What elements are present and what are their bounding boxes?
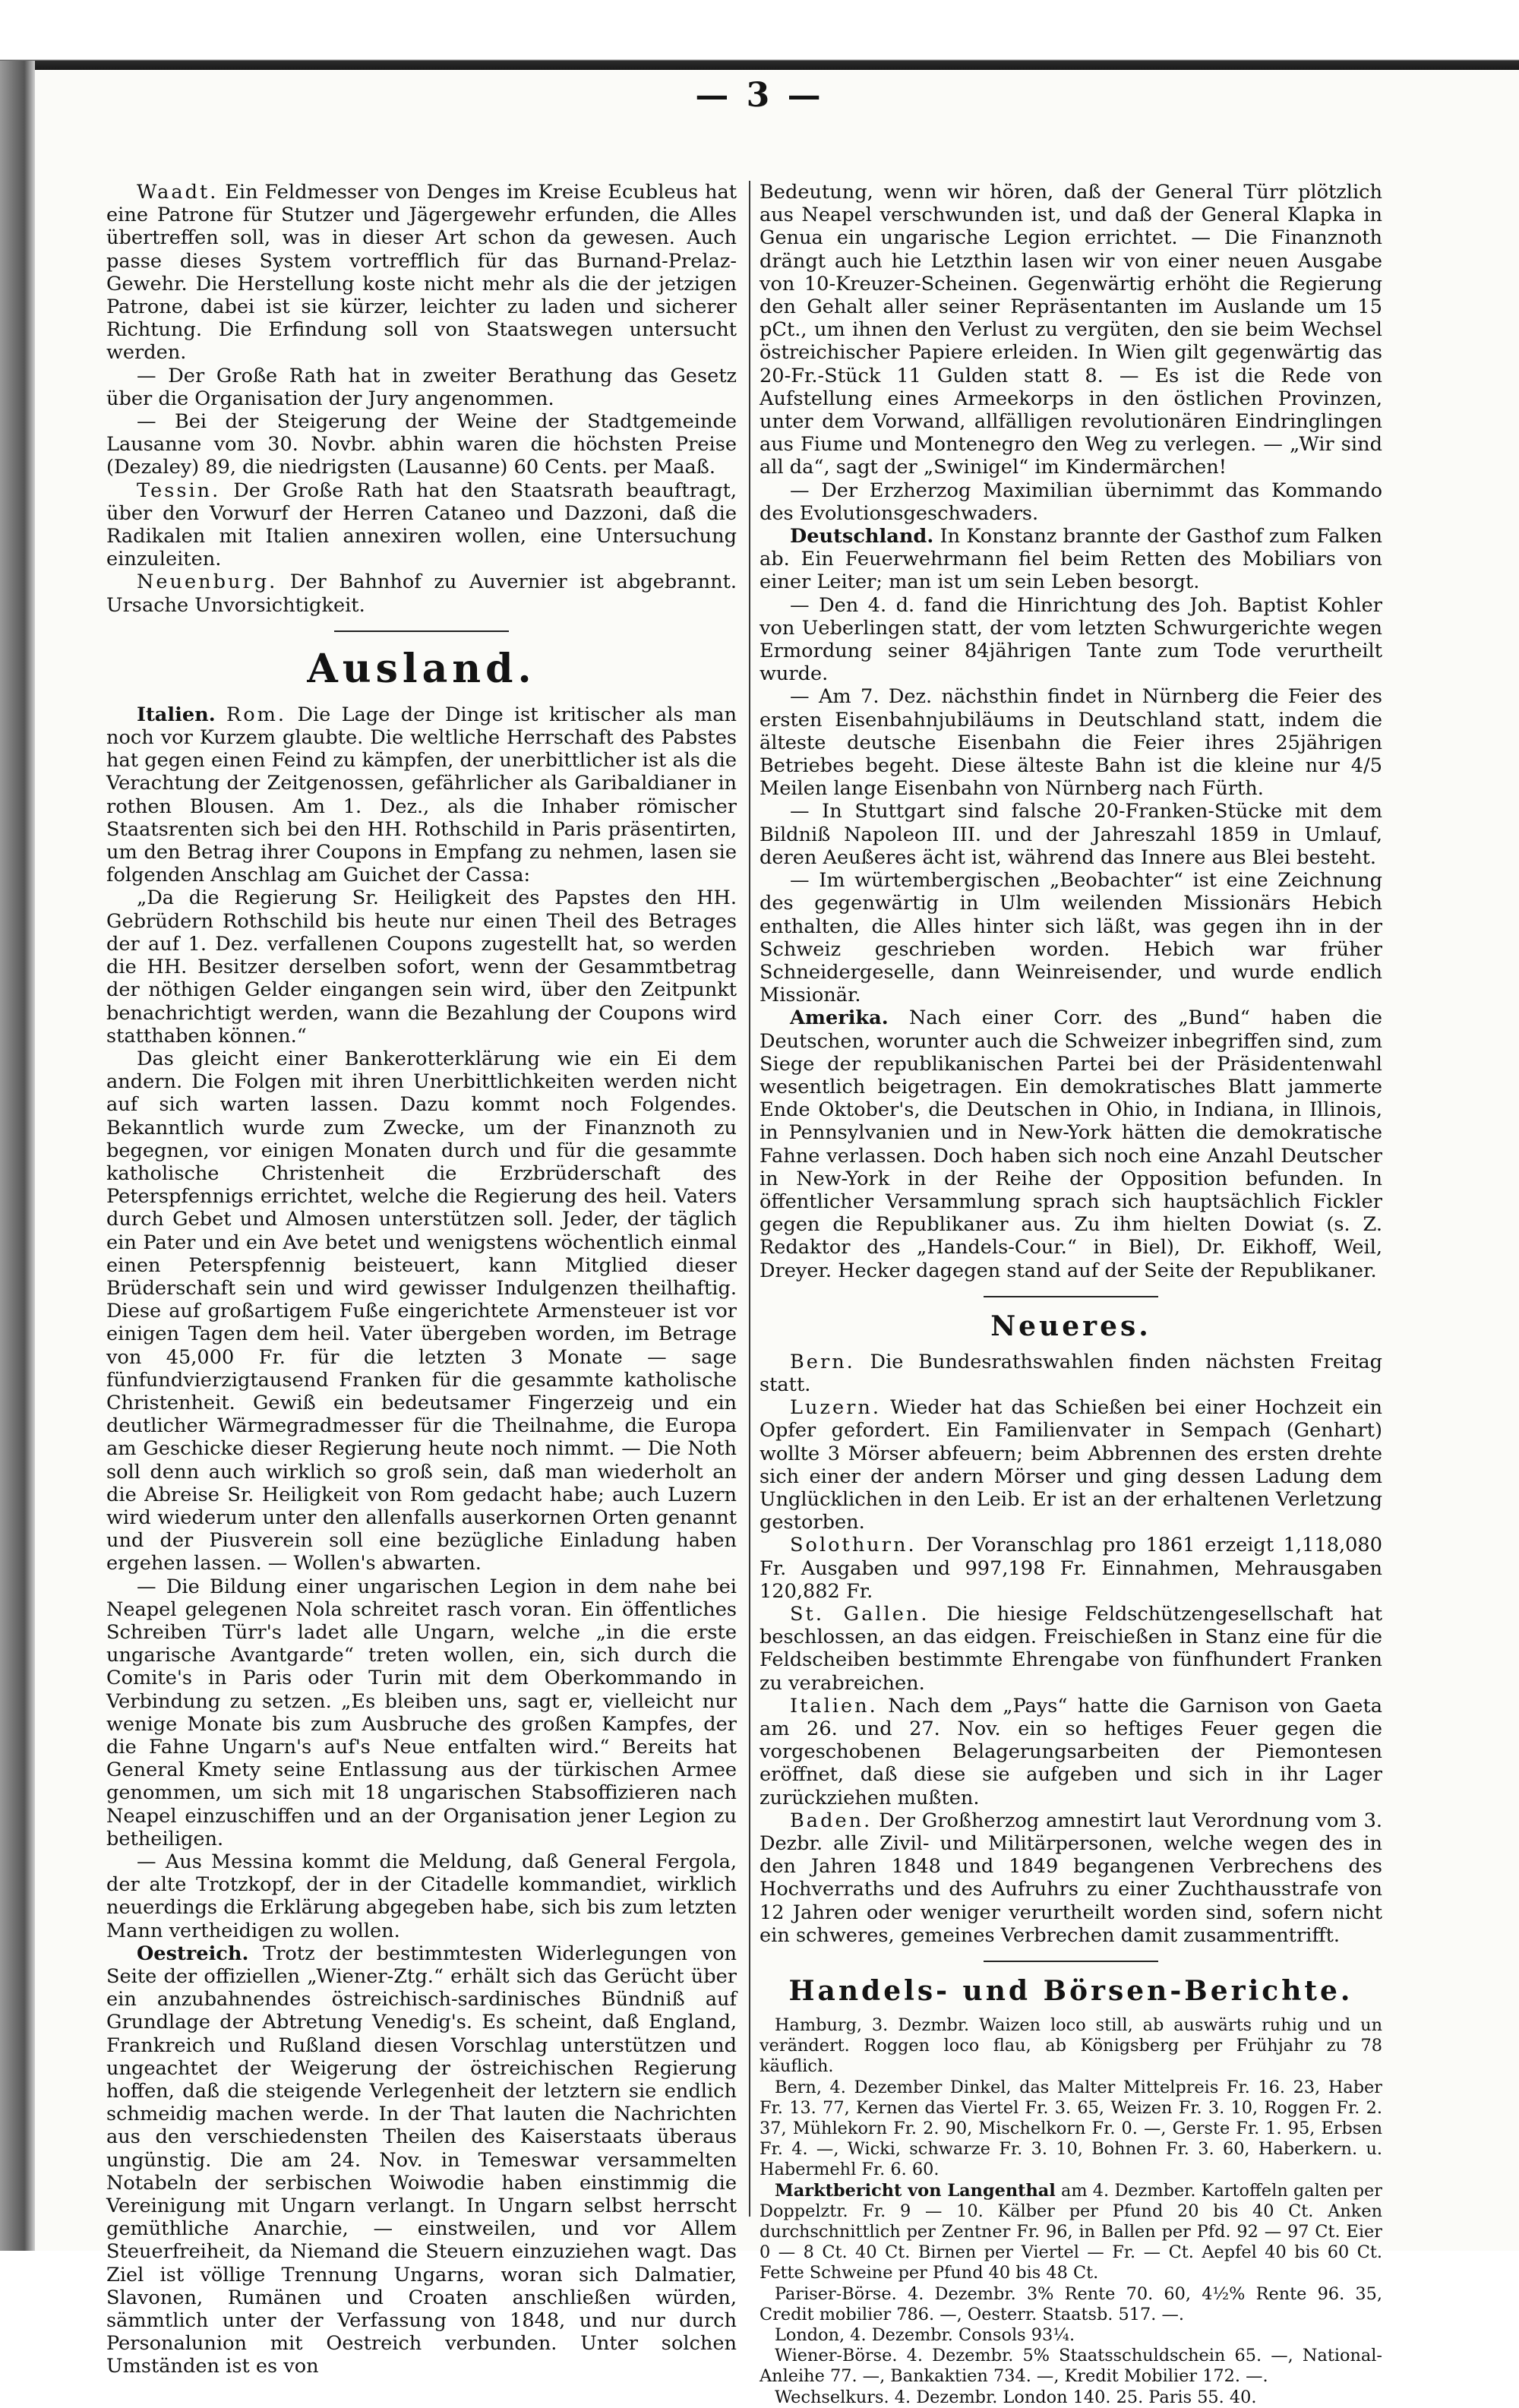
article-text: Der Große Rath hat den Staatsrath beauftragt, über den Vorwurf der Herren Cataneo und Dazzoni, daß die Radikalen mit Italien annexiren wollen, eine Untersuchung einzuleiten.: [106, 479, 737, 571]
article-paragraph: — Der Erzherzog Maximilian übernimmt das Kommando des Evolutionsgeschwaders.: [760, 479, 1382, 525]
section-divider: [984, 1296, 1158, 1297]
section-divider: [334, 630, 509, 632]
report-lead: Marktbericht von Langenthal: [775, 2180, 1056, 2201]
trade-report-wechselkurs: Wechselkurs. 4. Dezembr. London 140. 25. Paris 55. 40.: [775, 2387, 1257, 2407]
article-lead: St. Gallen.: [790, 1602, 930, 1626]
quoted-notice: „Da die Regierung Sr. Heiligkeit des Papstes den HH. Gebrüdern Rothschild bis heute nur einen Theil des Betrages der auf 1. Dez. verfallenen Coupons zugestellt hat, so werden die HH. Besitzer derselben sofort, wenn der Gesammtbetrag der nöthigen Gelder eingangen sein wird, über den Zeitpunkt benachrichtigt werden, wann die Bezahlung der Coupons wird statthaben können.“: [106, 886, 737, 1048]
section-divider: [984, 1961, 1158, 1962]
article-paragraph: — Die Bildung einer ungarischen Legion in dem nahe bei Neapel gelegenen Nola schreitet rasch voran. Ein öffentliches Schreiben Türr's ladet alle Ungarn, welche „in die erste ungarische Avantgarde“ treten wollen, ein, sich durch die Comite's in Paris oder Turin mit dem Oberkommando in Verbindung zu setzen. „Es bleiben uns, sagt er, vielleicht nur wenige Monate bis zum Ausbruche des großen Kampfes, der die Fahne Ungarn's auf's Neue entfalten wird.“ Bereits hat General Kmety seine Entlassung aus der türkischen Armee genommen, um sich mit 18 ungarischen Stabsoffizieren nach Neapel einzuschiffen und an der Organisation jener Legion zu betheiligen.: [106, 1575, 737, 1850]
trade-report-wien: Wiener-Börse. 4. Dezembr. 5% Staatsschuldschein 65. —, National-Anleihe 77. —, Bankaktien 734. —, Kredit Mobilier 172. —.: [760, 2346, 1382, 2387]
report-text: am 4. Dezmber. Kartoffeln galten per Doppelztr. Fr. 9 — 10. Kälber per Pfund 20 bis 40 Ct. Anken durchschnittlich per Zentner Fr. 96, in Ballen per Pfd. 92 — 97 Ct. Eier 0 — 8 Ct. 40 Ct. Birnen per Viertel — Fr. — Ct. Aepfel 40 bis 60 Ct. Fette Schweine per Pfund 40 bis 48 Ct.: [760, 2180, 1382, 2283]
section-heading-trade: Handels- und Börsen-Berichte.: [788, 1975, 1353, 2008]
article-text: In Konstanz brannte der Gasthof zum Falken ab. Ein Feuerwehrmann fiel beim Retten des Mobiliars von einer Leiter; man ist um sein Leben besorgt.: [760, 525, 1382, 594]
article-italien-neu: [760, 1695, 1382, 1809]
page-number: — 3 —: [695, 76, 824, 115]
article-paragraph: — Bei der Steigerung der Weine der Stadtgemeinde Lausanne vom 30. Novbr. abhin waren die höchsten Preise (Dezaley) 89, die niedrigsten (Lausanne) 60 Cents. per Maaß.: [106, 410, 737, 479]
article-lead: Baden.: [790, 1809, 873, 1832]
article-continuation: Bedeutung, wenn wir hören, daß der General Türr plötzlich aus Neapel verschwunden ist, und daß der General Klapka in Genua ein ungarische Legion errichtet. — Die Finanznoth drängt auch hie Letzthin lasen wir von einer neuen Ausgabe von 10-Kreuzer-Scheinen. Gegenwärtig erhöht die Regierung den Gehalt aller seiner Repräsentanten im Auslande um 15 pCt., um ihnen den Verlust zu vergüten, den sie beim Wechsel östreichischer Papiere erleiden. In Wien gilt gegenwärtig das 20-Fr.-Stück 11 Gulden statt 8. — Es ist die Rede von Aufstellung eines Armeekorps in den östlichen Provinzen, unter dem Vorwand, allfälligen revolutionären Eindringlingen aus Fiume und Montenegro den Weg zu verlegen. — „Wir sind all da“, sagt der „Swinigel“ im Kindermärchen!: [760, 181, 1382, 479]
article-text: Die Bundesrathswahlen finden nächsten Freitag statt.: [760, 1350, 1383, 1396]
article-text: Der Voranschlag pro 1861 erzeigt 1,118,080 Fr. Ausgaben und 997,198 Fr. Einnahmen, Mehrausgaben 120,882 Fr.: [760, 1534, 1382, 1603]
country-heading: Deutschland.: [790, 525, 934, 548]
article-paragraph: — Am 7. Dez. nächsthin findet in Nürnberg die Feier des ersten Eisenbahnjubiläums in Deutschland statt, indem die älteste deutsche Eisenbahn die Feier ihres 25jährigen Betriebes begeht. Diese älteste Bahn ist die kleine nur 4/5 Meilen lange Eisenbahn von Nürnberg nach Fürth.: [760, 685, 1382, 801]
article-paragraph: — Aus Messina kommt die Meldung, daß General Fergola, der alte Trotzkopf, der in der Citadelle kommandiet, wirklich neuerdings die Erklärung abgegeben habe, sich bis zum letzten Mann vertheidigen zu wollen.: [106, 1850, 737, 1942]
scan-top-edge: [0, 0, 1519, 70]
article-lead: Italien.: [790, 1694, 878, 1718]
article-lead: Bern.: [790, 1350, 855, 1373]
article-luzern: [760, 1396, 1382, 1534]
column-divider: [749, 181, 750, 2217]
article-italien: [106, 703, 737, 887]
country-heading: Oestreich.: [137, 1942, 249, 1965]
trade-report-bern: Bern, 4. Dezember Dinkel, das Malter Mittelpreis Fr. 16. 23, Haber Fr. 13. 77, Kernen das Viertel Fr. 3. 65, Weizen Fr. 3. 10, Roggen Fr. 2. 37, Mühlekorn Fr. 2. 90, Mischelkorn Fr. 0. —, Gerste Fr. 1. 95, Erbsen Fr. 4. —, Wicki, schwarze Fr. 3. 10, Bohnen Fr. 3. 60, Haberkern. u. Habermehl Fr. 6. 60.: [760, 2077, 1382, 2180]
country-heading: Amerika.: [790, 1006, 889, 1030]
article-text: Ein Feldmesser von Denges im Kreise Ecubleus hat eine Patrone für Stutzer und Jägergewehr erfunden, die Alles übertreffen soll, was in dieser Art schon da gewesen. Auch passe dieses System vortrefflich für das Burnand-Prelaz-Gewehr. Die Herstellung koste nicht mehr als die der jetzigen Patrone, dabei ist sie kürzer, leichter zu laden und sicherer Richtung. Die Erfindung soll von Staatswegen untersucht werden.: [106, 181, 737, 365]
article-text: Nach einer Corr. des „Bund“ haben die Deutschen, worunter auch die Schweizer inbegriffen sind, zum Siege der republikanischen Partei bei der Präsidentenwahl wesentlich beigetragen. Ein demokratisches Blatt jammerte Ende Oktober's, die Deutschen in Ohio, in Indiana, in Illinois, in Pennsylvanien und in New-York hätten die demokratische Fahne verlassen. Doch haben sich noch eine Anzahl Deutscher in New-York in der Reihe der Opposition befunden. In öffentlicher Versammlung sprach sich hauptsächlich Fickler gegen die Republikaner aus. Zu ihm hielten Dowiat (s. Z. Redaktor des „Handels-Cour.“ in Biel), Dr. Eikhoff, Weil, Dreyer. Hecker dagegen stand auf der Seite der Republikaner.: [760, 1006, 1382, 1282]
trade-report-hamburg: Hamburg, 3. Dezmbr. Waizen loco still, ab auswärts ruhig und un verändert. Roggen loco flau, ab Königsberg per Frühjahr zu 78 käuflich.: [760, 2015, 1382, 2077]
trade-report-paris: Pariser-Börse. 4. Dezembr. 3% Rente 70. 60, 4½% Rente 96. 35, Credit mobilier 786. —, Oesterr. Staatsb. 517. —.: [760, 2283, 1382, 2324]
article-text: Wieder hat das Schießen bei einer Hochzeit ein Opfer gefordert. Ein Familienvater in Sempach (Genhart) wollte 3 Mörser abfeuern; beim Abbrennen des ersten drehte sich einer der andern Mörser und ging dessen Ladung dem Unglücklichen in den Leib. Er ist an der erhaltenen Verletzung gestorben.: [760, 1396, 1382, 1534]
article-deutschland: [760, 525, 1382, 594]
right-column: [760, 181, 1383, 2407]
article-lead: Neuenburg.: [137, 570, 278, 594]
article-tessin: [106, 479, 737, 571]
article-paragraph: — In Stuttgart sind falsche 20-Franken-Stücke mit dem Bildniß Napoleon III. und der Jahreszahl 1859 in Umlauf, deren Aeußeres ächt ist, während das Innere aus Blei besteht.: [760, 800, 1382, 869]
trade-report-langenthal: [760, 2181, 1382, 2284]
article-oestreich: [106, 1942, 737, 2378]
trade-report-london: London, 4. Dezembr. Consols 93¼.: [775, 2325, 1075, 2346]
article-waadt: [106, 181, 737, 365]
article-amerika: [760, 1006, 1382, 1281]
article-lead: Solothurn.: [790, 1534, 917, 1557]
article-text: Die Lage der Dinge ist kritischer als man noch vor Kurzem glaubte. Die weltliche Herrschaft des Pabstes hat gegen einen Feind zu kämpfen, der unerbittlicher ist als die Verachtung der Zeitgenossen, gefährlicher als Garibaldianer in rothen Blousen. Am 1. Dez., als die Inhaber römischer Staatsrenten sich bei den HH. Rothschild in Paris präsentirten, um den Betrag ihrer Coupons in Empfang zu nehmen, lasen sie folgenden Anschlag am Guichet der Cassa:: [106, 703, 737, 887]
trade-reports: [760, 2015, 1382, 2408]
article-baden: [760, 1809, 1382, 1947]
section-heading-neueres: Neueres.: [990, 1310, 1151, 1342]
scan-left-edge: [0, 61, 35, 2251]
article-st-gallen: [760, 1603, 1382, 1695]
article-text: Die hiesige Feldschützengesellschaft hat beschlossen, an das eidgen. Freischießen in Stanz eine für die Feldscheiben bestimmte Ehrengabe von fünfhundert Franken zu verabreichen.: [760, 1602, 1382, 1695]
article-paragraph: — Der Große Rath hat in zweiter Berathung das Gesetz über die Organisation der Jury angenommen.: [106, 364, 737, 410]
article-lead: Luzern.: [790, 1396, 881, 1420]
country-heading: Italien.: [137, 703, 216, 726]
article-text: Nach dem „Pays“ hatte die Garnison von Gaeta am 26. und 27. Nov. ein so heftiges Feuer gegen die vorgeschobenen Belagerungsarbeiten der Piemontesen eröffnet, daß diese sie aufgeben und sich in ihr Lager zurückziehen mußten.: [760, 1694, 1382, 1809]
article-paragraph: — Den 4. d. fand die Hinrichtung des Joh. Baptist Kohler von Ueberlingen statt, der vom letzten Schwurgerichte wegen Ermordung seiner 84jährigen Tante zum Tode verurtheilt wurde.: [760, 593, 1382, 686]
article-paragraph: — Im würtembergischen „Beobachter“ ist eine Zeichnung des gegenwärtig in Ulm weilenden Missionärs Hebich enthalten, die Alles hinter sich läßt, was gegen ihn in der Schweiz geschrieben worden. Hebich war früher Schneidergeselle, dann Weinreisender, und wurde endlich Missionär.: [760, 869, 1382, 1007]
section-heading-ausland: Ausland.: [307, 645, 536, 692]
article-neuenburg: [106, 570, 737, 616]
article-lead: Tessin.: [137, 479, 221, 502]
article-solothurn: [760, 1534, 1382, 1603]
article-bern: [760, 1351, 1382, 1396]
article-text: Der Großherzog amnestirt laut Verordnung vom 3. Dezbr. alle Zivil- und Militärpersonen, welche wegen des in den Jahren 1848 und 1849 begangenen Verbrechens des Hochverraths und des Aufruhrs zu einer Zuchthausstrafe von 12 Jahren oder weniger verurtheilt worden sind, sofern nicht ein schweres, gemeines Verbrechen damit zusammentrifft.: [760, 1809, 1382, 1947]
article-text: Trotz der bestimmtesten Widerlegungen von Seite der offiziellen „Wiener-Ztg.“ erhält sich das Gerücht über ein anzubahnendes östreichisch-sardinisches Bündniß auf Grundlage der Abtretung Venedig's. Es scheint, daß England, Frankreich und Rußland diesen Vorschlag unterstützen und ungeachtet der Weigerung der östreichischen Regierung hoffen, daß die steigende Verlegenheit der letztern sie endlich schmeidig machen werde. In der That lauten die Nachrichten aus den verschiedensten Theilen des Kaiserstaats überaus ungünstig. Die am 24. Nov. in Temeswar versammelten Notabeln der serbischen Woiwodie haben einstimmig die Vereinigung mit Ungarn verlangt. In Ungarn selbst herrscht gemüthliche Anarchie, — einstweilen, und vor Allem Steuerfreiheit, da Niemand die Steuern einzuziehen wagt. Das Ziel ist völlige Trennung Ungarns, woran sich Dalmatier, Slavonen, Rumänen und Croaten anschließen würden, sämmtlich unter der Verfassung von 1848, und nur durch Personalunion mit Oestreich verbunden. Unter solchen Umständen ist es von: [106, 1942, 737, 2378]
article-lead: Waadt.: [137, 181, 219, 204]
left-column: [106, 181, 737, 2378]
article-text: Der Bahnhof zu Auvernier ist abgebrannt. Ursache Unvorsichtigkeit.: [106, 570, 737, 617]
article-paragraph: Das gleicht einer Bankerotterklärung wie ein Ei dem andern. Die Folgen mit ihren Unerbittlichkeiten werden nicht auf sich warten lassen. Dazu kommt noch Folgendes. Bekanntlich wurde zum Zwecke, um der Finanznoth zu begegnen, vor einigen Monaten durch und für die gesammte katholische Christenheit die Erzbrüderschaft des Peterspfennigs errichtet, welche die Regierung des heil. Vaters durch Gebet und Almosen unterstützen soll. Jeder, der täglich ein Pater und ein Ave betet und wenigstens wöchentlich einmal einen Peterspfennig beisteuert, kann Mitglied dieser Brüderschaft sein und wird gewisser Indulgenzen theilhaftig. Diese auf großartigem Fuße eingerichtete Armensteuer ist vor einigen Tagen dem heil. Vater übergeben worden, im Betrage von 45,000 Fr. für die letzten 3 Monate — sage fünfundvierzigtausend Franken für die gesammte katholische Christenheit. Gewiß ein bedeutsamer Fingerzeig und ein deutlicher Wärmegradmesser für die Theilnahme, die Europa am Geschicke dieser Regierung heute noch nimmt. — Die Noth soll denn auch wirklich so groß sein, daß man wiederholt an die Abreise Sr. Heiligkeit von Rom gedacht habe; auch Luzern wird wiederum unter den allenfalls auserkornen Orten genannt und der Piusverein soll eine bezügliche Einladung haben ergehen lassen. — Wollen's abwarten.: [106, 1047, 737, 1575]
article-lead: Rom.: [226, 703, 287, 726]
